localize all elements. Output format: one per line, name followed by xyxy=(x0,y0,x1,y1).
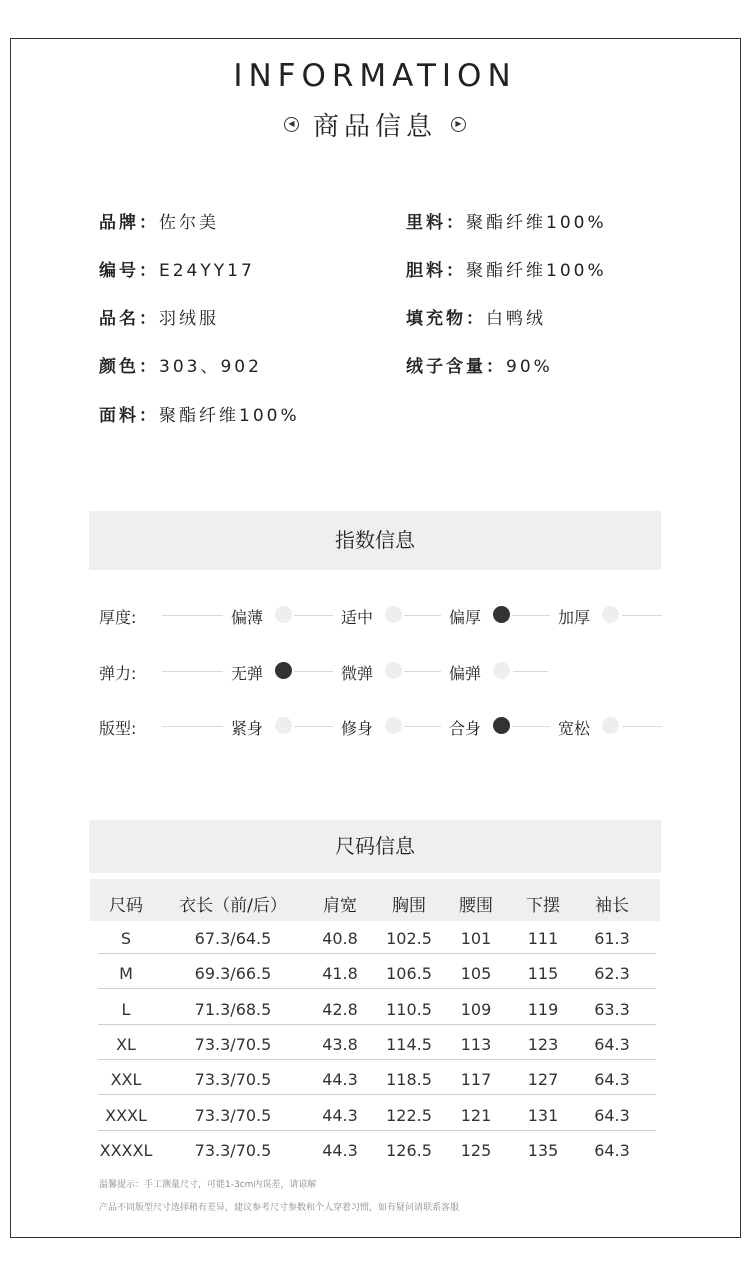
index-connector-line xyxy=(512,615,550,616)
product-attr-key: 绒子含量： xyxy=(406,357,506,377)
index-connector-line xyxy=(512,726,550,727)
product-attr-key: 品牌： xyxy=(99,213,159,233)
size-table-cell: 44.3 xyxy=(322,1141,358,1160)
product-attr-value: 羽绒服 xyxy=(159,309,219,329)
index-connector-line xyxy=(294,726,333,727)
size-table-cell: 42.8 xyxy=(322,1000,358,1019)
index-connector-line xyxy=(162,726,223,727)
unselected-dot-icon xyxy=(493,662,510,679)
size-table-cell: 109 xyxy=(460,1000,492,1019)
index-connector-line xyxy=(404,726,441,727)
size-table-cell: 127 xyxy=(527,1070,559,1089)
index-option: 宽松 xyxy=(558,719,591,738)
size-table-cell: 122.5 xyxy=(386,1106,432,1125)
unselected-dot-icon xyxy=(602,717,619,734)
product-attr-key: 品名： xyxy=(99,309,159,329)
size-table-cell: 114.5 xyxy=(386,1035,432,1054)
index-connector-line xyxy=(513,671,548,672)
size-table-cell: 61.3 xyxy=(594,929,630,948)
index-option: 偏厚 xyxy=(449,608,482,627)
unselected-dot-icon xyxy=(385,662,402,679)
size-table-row-divider xyxy=(98,1094,656,1095)
product-attr-value: 90% xyxy=(506,357,553,377)
size-table-cell: 62.3 xyxy=(594,964,630,983)
size-table-row-divider xyxy=(98,1024,656,1025)
index-option: 微弹 xyxy=(341,664,374,683)
product-attr-right-1 xyxy=(406,256,607,281)
size-table-cell: 125 xyxy=(460,1141,492,1160)
product-attr-left-3 xyxy=(99,352,262,377)
size-table-cell: 121 xyxy=(460,1106,492,1125)
product-attr-left-1 xyxy=(99,256,255,281)
size-table-row-divider xyxy=(98,953,656,954)
size-table-cell: 110.5 xyxy=(386,1000,432,1019)
size-table-cell: M xyxy=(119,964,133,983)
product-attr-right-2 xyxy=(406,304,546,329)
size-table-cell: 69.3/66.5 xyxy=(194,964,272,983)
size-table-cell: 73.3/70.5 xyxy=(194,1106,272,1125)
size-table-cell: 119 xyxy=(527,1000,559,1019)
index-connector-line xyxy=(162,615,223,616)
size-table-cell: 44.3 xyxy=(322,1106,358,1125)
size-table-cell: 123 xyxy=(527,1035,559,1054)
selected-dot-icon xyxy=(493,717,510,734)
page-title-row xyxy=(0,106,750,142)
size-table-cell: 115 xyxy=(527,964,559,983)
index-option: 偏弹 xyxy=(449,664,482,683)
size-table-cell: 64.3 xyxy=(594,1070,630,1089)
size-table-cell: 73.3/70.5 xyxy=(194,1070,272,1089)
product-attr-key: 颜色： xyxy=(99,357,159,377)
index-option: 偏薄 xyxy=(231,608,264,627)
selected-dot-icon xyxy=(275,662,292,679)
size-table-cell: XXXL xyxy=(105,1106,147,1125)
size-table-cell: 135 xyxy=(527,1141,559,1160)
index-connector-line xyxy=(294,615,333,616)
size-table-cell: XXXXL xyxy=(99,1141,153,1160)
index-connector-line xyxy=(622,726,662,727)
index-connector-line xyxy=(404,671,441,672)
index-option: 紧身 xyxy=(231,719,264,738)
unselected-dot-icon xyxy=(602,606,619,623)
size-table-cell: 105 xyxy=(460,964,492,983)
product-attr-value: 聚酯纤维100% xyxy=(159,406,300,426)
product-attr-key: 填充物： xyxy=(406,309,486,329)
product-attr-value: 白鸭绒 xyxy=(486,309,546,329)
index-connector-line xyxy=(404,615,441,616)
index-connector-line xyxy=(622,615,662,616)
selected-dot-icon xyxy=(493,606,510,623)
size-note-2: 产品不同版型尺寸选择稍有差异，建议参考尺寸参数和个人穿着习惯，如有疑问请联系客服 xyxy=(99,1203,460,1213)
size-table-header-cell: 衣长（前/后） xyxy=(179,896,287,916)
product-attr-value: E24YY17 xyxy=(159,261,255,281)
size-table-cell: 117 xyxy=(460,1070,492,1089)
circle-left-arrow-icon: ◀ xyxy=(284,117,299,132)
unselected-dot-icon xyxy=(385,606,402,623)
size-table-header-cell: 胸围 xyxy=(392,896,426,916)
index-section-title: 指数信息 xyxy=(89,511,661,570)
size-table-cell: 43.8 xyxy=(322,1035,358,1054)
product-attr-value: 聚酯纤维100% xyxy=(466,261,607,281)
index-option: 修身 xyxy=(341,719,374,738)
index-option: 无弹 xyxy=(231,664,264,683)
size-table-cell: 101 xyxy=(460,929,492,948)
product-attr-key: 胆料： xyxy=(406,261,466,281)
size-table-cell: 106.5 xyxy=(386,964,432,983)
size-table-cell: 44.3 xyxy=(322,1070,358,1089)
unselected-dot-icon xyxy=(275,717,292,734)
size-note-1: 温馨提示：手工测量尺寸，可能1-3cm内误差，请谅解 xyxy=(99,1180,317,1190)
index-row-label: 弹力: xyxy=(99,664,137,683)
index-option: 适中 xyxy=(341,608,374,627)
circle-right-arrow-icon: ▶ xyxy=(451,117,466,132)
size-table-cell: 126.5 xyxy=(386,1141,432,1160)
size-table-cell: 63.3 xyxy=(594,1000,630,1019)
size-table-header-cell: 腰围 xyxy=(459,896,493,916)
size-table-row-divider xyxy=(98,1059,656,1060)
size-table-header-cell: 肩宽 xyxy=(323,896,357,916)
size-table-row-divider xyxy=(98,988,656,989)
product-attr-right-3 xyxy=(406,352,553,377)
size-table-cell: 64.3 xyxy=(594,1106,630,1125)
product-attr-value: 聚酯纤维100% xyxy=(466,213,607,233)
product-attr-key: 里料： xyxy=(406,213,466,233)
product-attr-left-4 xyxy=(99,401,300,426)
size-table-cell: 73.3/70.5 xyxy=(194,1141,272,1160)
page-title-cn: 商品信息 xyxy=(312,111,437,142)
size-table-cell: 64.3 xyxy=(594,1035,630,1054)
product-attr-left-0 xyxy=(99,208,219,233)
size-table-cell: S xyxy=(120,929,132,948)
size-table-cell: 73.3/70.5 xyxy=(194,1035,272,1054)
size-table-cell: 71.3/68.5 xyxy=(194,1000,272,1019)
size-table-cell: XXL xyxy=(110,1070,142,1089)
size-table-cell: 67.3/64.5 xyxy=(194,929,272,948)
size-table-cell: 40.8 xyxy=(322,929,358,948)
index-connector-line xyxy=(294,671,333,672)
product-attr-key: 编号： xyxy=(99,261,159,281)
size-table-header-cell: 下摆 xyxy=(526,896,560,916)
product-attr-value: 303、902 xyxy=(159,357,262,377)
index-option: 合身 xyxy=(449,719,482,738)
size-table-cell: L xyxy=(121,1000,131,1019)
size-table-cell: 131 xyxy=(527,1106,559,1125)
size-table-header-cell: 尺码 xyxy=(109,896,143,916)
product-attr-left-2 xyxy=(99,304,219,329)
size-table-cell: 118.5 xyxy=(386,1070,432,1089)
size-table-cell: 102.5 xyxy=(386,929,432,948)
product-attr-key: 面料： xyxy=(99,406,159,426)
size-table-cell: 111 xyxy=(527,929,559,948)
size-table-header-cell: 袖长 xyxy=(595,896,629,916)
index-row-label: 厚度: xyxy=(99,608,137,627)
product-attr-value: 佐尔美 xyxy=(159,213,219,233)
size-table-cell: XL xyxy=(116,1035,136,1054)
index-connector-line xyxy=(162,671,223,672)
size-table-cell: 113 xyxy=(460,1035,492,1054)
unselected-dot-icon xyxy=(275,606,292,623)
size-table-header xyxy=(90,879,660,921)
size-table-cell: 41.8 xyxy=(322,964,358,983)
index-option: 加厚 xyxy=(558,608,591,627)
product-attr-right-0 xyxy=(406,208,607,233)
page-title-en: INFORMATION xyxy=(233,58,517,94)
size-table-cell: 64.3 xyxy=(594,1141,630,1160)
size-table-row-divider xyxy=(98,1130,656,1131)
size-section-title: 尺码信息 xyxy=(89,820,661,873)
unselected-dot-icon xyxy=(385,717,402,734)
index-row-label: 版型: xyxy=(99,719,137,738)
